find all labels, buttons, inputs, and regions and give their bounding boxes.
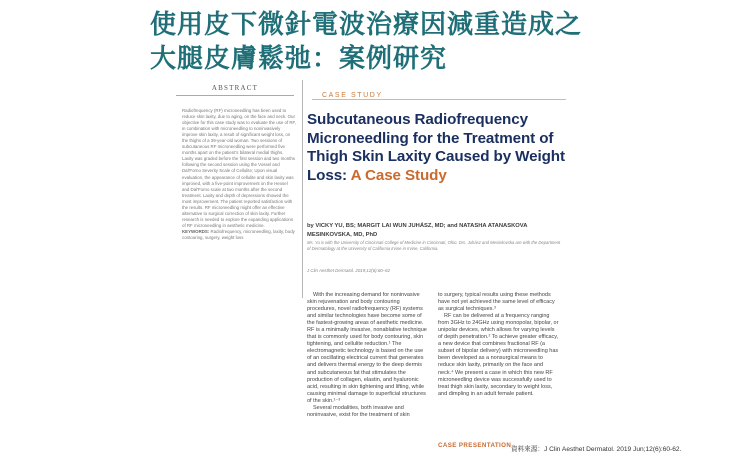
paper-title-sub: A Case Study (347, 166, 447, 184)
paper-affiliation: Ms. Yu is with the University of Cincinnati College of Medicine in Cincinnati, Ohio. Drs. Juhász and Mesinkovska are with the Department of Dermatology at the University of California Irvine in Irvine, California. (307, 240, 561, 251)
paper-excerpt (176, 80, 566, 463)
body-column-1 (307, 292, 427, 419)
paper-title-main: Subcutaneous Radiofrequency Microneedling for the Treatment of Thigh Skin Laxity Caused by Weight Loss: (307, 111, 565, 184)
slide-headline (150, 8, 710, 76)
body-column-2 (438, 292, 560, 398)
paper-title (307, 111, 566, 185)
abstract-text: Radiofrequency (RF) microneedling has been used to reduce skin laxity, due to aging, on the face and neck. Our objective for this case study was to evaluate the use of RF, in combination with microneedling to noninvasively improve skin laxity, a result of significant weight loss, on the thighs of a 39-year-old woman. Two sessions of subcutaneous RF microneedling were performed five months apart on the patient's bilateral medial thighs. Laxity was graded before the first session and two months following the second session using the Vossel and Dal'Forno Severity Scale of Cellulite; Upon visual evaluation, the appearance of cellulite and skin laxity was improved, with a five-point improvement on the Hexsel and Dal'Forno scale at two months after the second treatment. Laxity and depth of depressions showed the most improvement. The patient reported satisfaction with the results. RF microneedling might offer an effective alternative to surgical correction of skin laxity. Further research is needed to explore the expanding applications of RF microneedling in aesthetic medicine. (182, 108, 296, 228)
paper-citation: J Clin Aesthet Dermatol. 2019;12(6):60–62 (307, 268, 391, 273)
column-divider (302, 80, 303, 298)
paper-authors: by VICKY YU, BS; MARGIT LAI WUN JUHÁSZ, MD; and NATASHA ATANASKOVA MESINKOVSKA, MD, PhD (307, 223, 528, 238)
col2-paragraph-1: to surgery, typical results using these methods have not yet achieved the same level of efficacy as surgical techniques.³ (438, 292, 555, 313)
col1-paragraph-1: With the increasing demand for noninvasive skin rejuvenation and body contouring procedures, novel radiofrequency (RF) systems and similar technologies have become some of the fastest-growing areas of aesthetic medicine. RF is a minimally invasive, nonablative technique that is commonly used for body contouring, skin tightening, and cellulite reduction.¹ The electromagnetic technology is based on the use of an oscillating electrical current that generates and delivers thermal energy to the deep dermis and subcutaneous fat that stimulates the production of collagen, elastin, and hyaluronic acid, resulting in skin tightening and lifting, while causing minimal damage to superficial structures of the skin.¹⁻³ (307, 292, 427, 404)
col1-paragraph-2: Several modalities, both invasive and noninvasive, exist for the treatment of skin (307, 404, 410, 418)
case-study-label: CASE STUDY (322, 92, 383, 99)
keywords-label: KEYWORDS: (182, 228, 210, 234)
case-study-rule (312, 99, 566, 100)
headline-line-1: 使用皮下微針電波治療因減重造成之 (150, 10, 583, 40)
abstract-heading: ABSTRACT (176, 84, 294, 96)
source-note: 資料來源：J Clin Aesthet Dermatol. 2019 Jun;12(6):60-62. (511, 446, 682, 453)
col2-paragraph-2: RF can be delivered at a frequency ranging from 3GHz to 24GHz using monopolar, bipolar, or unipolar devices, which allows for varying levels of depth penetration.² To achieve greater efficacy, a new device that combines fractional RF (a subset of bipolar delivery) with microneedling has been developed as a nonsurgical means to reduce skin laxity, primarily on the face and neck.⁴ We present a case in which this new RF microneedling device was successfully used to treat thigh skin laxity, secondary to weight loss, and dimpling in an adult female patient. (438, 313, 559, 397)
headline-line-2: 大腿皮膚鬆弛：案例研究 (150, 44, 448, 74)
abstract-body (182, 108, 296, 241)
keywords-text: Radiofrequency, microneedling, laxity, body contouring, surgery, weight loss (182, 228, 295, 240)
case-presentation-heading: CASE PRESENTATION (438, 442, 512, 449)
